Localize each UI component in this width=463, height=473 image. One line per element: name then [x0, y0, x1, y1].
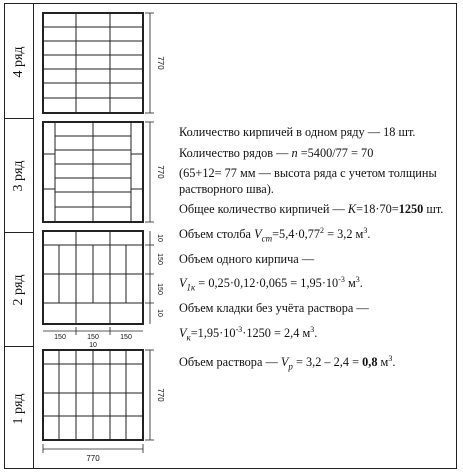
total-prefix: Общее количество кирпичей —: [179, 202, 348, 216]
masonry-v-symbol: V: [179, 325, 187, 340]
dimension-row-2-10-top: 10: [156, 234, 163, 242]
column-result: = 3,2 м: [324, 226, 364, 241]
masonry-subscript: к: [186, 332, 191, 343]
masonry-expression: =1,95·10: [190, 325, 236, 340]
row-height-note: (65+12= 77 мм — высота ряда с учетом толщины растворного шва).: [179, 166, 437, 196]
row-label-2: 2 ряд: [11, 274, 26, 306]
rows-prefix: Количество рядов —: [179, 145, 292, 160]
mortar-v-symbol: V: [280, 354, 289, 369]
brick-plan-row-4: [43, 13, 143, 113]
brick-plan-row-3: [43, 122, 143, 222]
rows-value: =5400/77 = 70: [297, 145, 374, 160]
total-k-symbol: K: [347, 202, 357, 216]
one-brick-unit: м: [344, 276, 356, 291]
mortar-unit: м: [377, 354, 389, 369]
one-brick-cube: 3: [355, 275, 360, 285]
figure-frame: [4, 3, 457, 469]
total-bricks-line: [179, 202, 459, 218]
mortar-value: 0,8: [362, 354, 378, 369]
mortar-line: Объем раствора — $V_р = 3,2 - 2,4 = 0,8$ $м^3$.: [179, 353, 396, 372]
column-volume-line: Объем столба $V_{ст}=5,4\cdot 0,77^2 = 3,2$ $м^3$.: [179, 225, 371, 244]
dimension-row-2-width-150-c: 150: [120, 334, 132, 341]
masonry-result: ·1250 = 2,4 м: [242, 325, 311, 340]
dimension-lines: [43, 13, 154, 453]
one-brick-expression: = 0,25·0,12·0,065 = 1,95·10: [195, 276, 339, 291]
one-brick-subscript: 1к: [186, 282, 196, 293]
dimension-row-2-width-150-a: 150: [54, 334, 66, 341]
total-expression: =18·70=: [356, 202, 399, 216]
row-label-3: 3 ряд: [11, 160, 26, 192]
dimension-row-2-10-bottom: 10: [156, 309, 163, 317]
mortar-cube: 3: [388, 353, 393, 363]
dimension-width-row-1: 770: [86, 454, 100, 463]
dimension-height-row-3: 770: [156, 165, 165, 179]
one-brick-v-symbol: V: [179, 276, 187, 291]
rows-count-line: [179, 146, 459, 162]
total-value: 1250: [398, 202, 424, 216]
calculation-text: [179, 125, 459, 380]
column-expression: =5,4·0,77: [272, 226, 321, 241]
column-square: 2: [320, 225, 325, 235]
column-cube: 3: [363, 225, 368, 235]
row-label-4: 4 ряд: [11, 46, 26, 78]
brick-plan-row-2: [43, 231, 143, 324]
row-label-1: 1 ряд: [11, 393, 26, 425]
column-prefix: Объем столба: [179, 226, 255, 241]
column-v-symbol: V: [254, 226, 262, 241]
masonry-exponent: -3: [235, 324, 243, 334]
masonry-title: Объем кладки без учёта раствора —: [179, 301, 369, 316]
one-brick-exponent: -3: [338, 275, 345, 285]
dimension-row-2-150-a: 150: [156, 253, 163, 265]
dimension-row-2-150-b: 150: [156, 283, 163, 295]
one-brick-line: $V_{1к} = 0,25\cdot 0,12\cdot 0,065 = 1,95\cdot 10^{-3}$ $м^3$.: [179, 275, 363, 293]
brick-plan-row-1: [43, 350, 143, 440]
mortar-expression: = 3,2 – 2,4 =: [292, 354, 363, 369]
rows-n-symbol: n: [291, 145, 298, 160]
masonry-cube: 3: [310, 324, 315, 334]
total-unit: шт.: [423, 202, 444, 216]
dimension-row-2-width-10: 10: [89, 342, 97, 349]
dimension-height-row-1: 770: [156, 388, 165, 402]
column-subscript: ст: [261, 233, 273, 244]
dimension-height-row-4: 770: [156, 56, 165, 70]
dimension-row-2-width-150-b: 150: [87, 334, 99, 341]
masonry-line: $V_к=1,95\cdot 10^{-3}\cdot 1250 = 2,4$ $м^3$.: [179, 324, 318, 343]
one-brick-title: Объем одного кирпича —: [179, 251, 315, 266]
mortar-prefix: Объем раствора —: [179, 354, 281, 369]
mortar-subscript: р: [288, 361, 293, 372]
bricks-per-row-line: Количество кирпичей в одном ряду — 18 шт.: [179, 125, 416, 139]
